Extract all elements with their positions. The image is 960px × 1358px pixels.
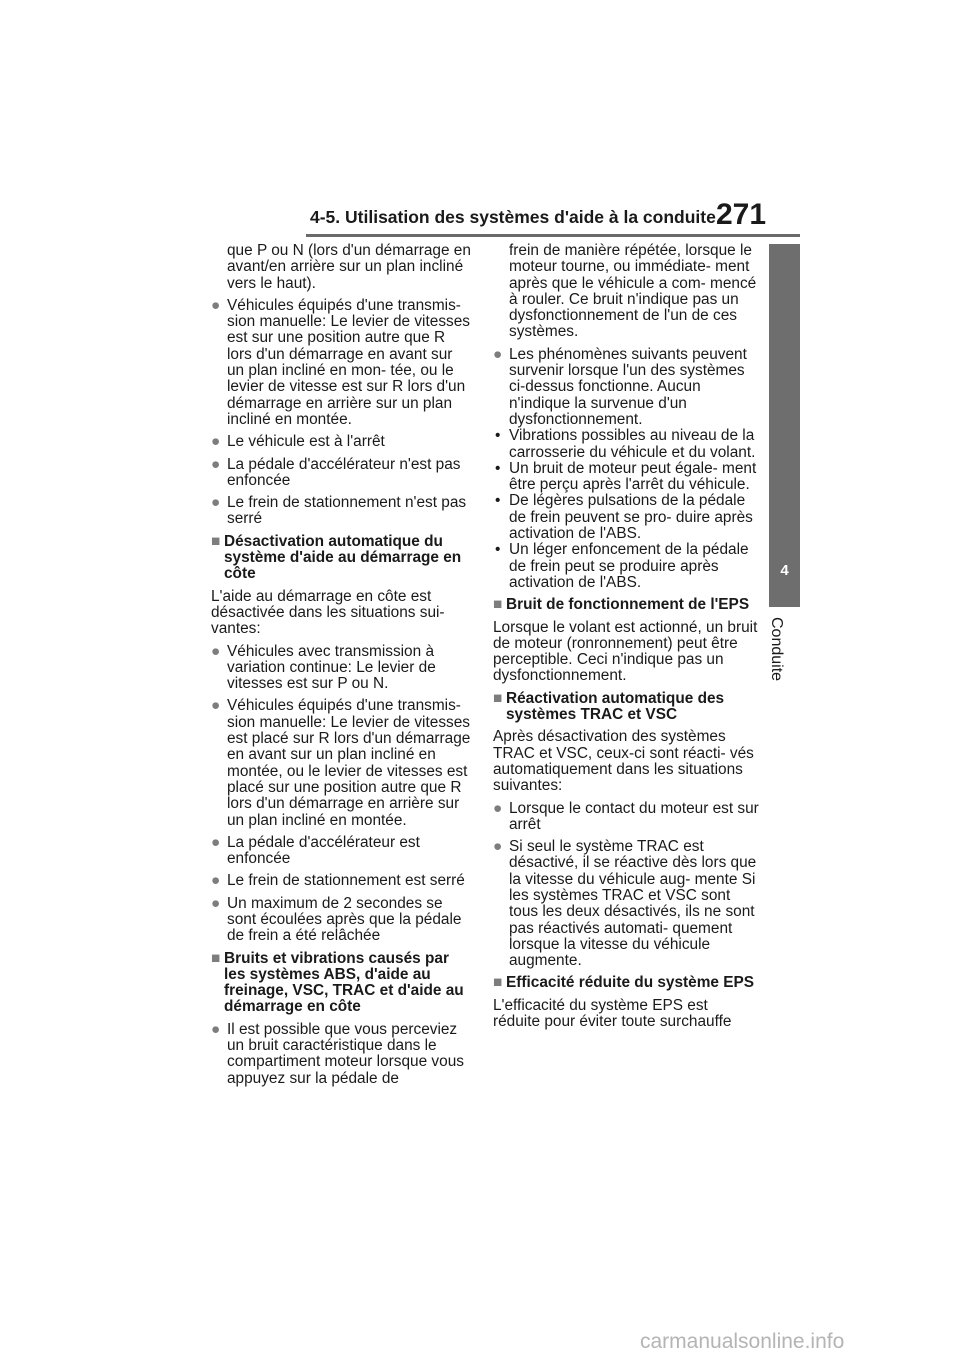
list-item-text: Un maximum de 2 secondes se sont écoulées après que la pédale de frein a été relâchée <box>227 894 462 945</box>
list-item-text: Le frein de stationnement n'est pas serré <box>227 494 467 528</box>
sub-list-item-text: Un bruit de moteur peut égale- ment être perçu après l'arrêt du véhicule. <box>509 459 757 494</box>
square-icon: ■ <box>493 689 503 707</box>
list-item-text: Le frein de stationnement est serré <box>227 872 465 890</box>
paragraph: Lorsque le volant est actionné, un bruit de moteur (ronronnement) peut être perceptible. Ceci n'indique pas un dysfonctionnement. <box>493 618 758 685</box>
list-item <box>493 801 759 834</box>
left-column <box>211 243 473 1093</box>
list-item <box>211 298 473 428</box>
header-rule <box>306 234 800 237</box>
sub-list-item <box>493 493 759 542</box>
list-item-text: Les phénomènes suivants peuvent survenir lorsque l'un des systèmes ci-dessus fonctionne. Aucun n'indique la survenue d'un dysfonctionnement. <box>509 345 747 428</box>
list-item-text: La pédale d'accélérateur est enfoncée <box>227 833 420 868</box>
continuation-text: frein de manière répétée, lorsque le moteur tourne, ou immédiate- ment après que le véhicule a com- mencé à rouler. Ce bruit n'indique pas un dysfonctionnement de l'un de ces systèmes. <box>509 242 757 341</box>
square-icon: ■ <box>493 596 503 614</box>
chapter-label-text: Conduite <box>768 617 785 682</box>
chapter-tab <box>769 244 800 607</box>
dash-bullet-icon: • <box>495 492 501 510</box>
page-header <box>0 0 960 262</box>
section-heading <box>493 597 759 613</box>
sub-list-item-text: Vibrations possibles au niveau de la carrosserie du véhicule et du volant. <box>509 427 756 461</box>
section-heading <box>493 975 759 991</box>
section-title: 4-5. Utilisation des systèmes d'aide à la conduite <box>310 207 716 227</box>
bullet-icon: ● <box>211 697 221 715</box>
dash-bullet-icon: • <box>495 427 501 445</box>
list-item-text: Le véhicule est à l'arrêt <box>227 433 385 451</box>
dash-bullet-icon: • <box>495 459 501 477</box>
bullet-icon: ● <box>211 872 221 890</box>
section-heading <box>211 534 473 583</box>
list-item <box>211 457 473 490</box>
section-heading-text: Réactivation automatique des systèmes TRAC et VSC <box>506 689 725 724</box>
section-heading-text: Désactivation automatique du système d'aide au démarrage en côte <box>224 532 462 583</box>
bullet-icon: ● <box>493 838 503 856</box>
bullet-icon: ● <box>211 1020 221 1038</box>
paragraph: L'aide au démarrage en côte est désactivée dans les situations sui- vantes: <box>211 587 445 638</box>
right-column <box>493 243 759 1036</box>
section-heading <box>493 691 759 724</box>
paragraph: Après désactivation des systèmes TRAC et VSC, ceux-ci sont réacti- vés automatiquement dans les situations suivantes: <box>493 728 754 795</box>
list-item <box>211 896 473 945</box>
watermark: carmanualsonline.info <box>640 1330 845 1353</box>
list-item <box>211 644 473 693</box>
sub-list-item <box>493 461 759 494</box>
list-item <box>211 835 473 868</box>
bullet-icon: ● <box>211 833 221 851</box>
sub-list-item <box>493 428 759 461</box>
list-item-text: La pédale d'accélérateur n'est pas enfoncée <box>227 455 461 489</box>
sub-list-item-text: Un léger enfoncement de la pédale de frein peut se produire après activation de l'ABS. <box>509 541 749 591</box>
continuation-text: que P ou N (lors d'un démarrage en avant/en arrière sur un plan incliné vers le haut). <box>227 242 471 292</box>
list-item <box>211 1022 473 1087</box>
chapter-number: 4 <box>780 562 789 579</box>
bullet-icon: ● <box>493 799 503 817</box>
list-item <box>211 873 473 889</box>
list-item <box>493 347 759 428</box>
bullet-icon: ● <box>211 894 221 912</box>
list-item-text: Véhicules équipés d'une transmis- sion manuelle: Le levier de vitesses est placé sur R lors d'un démarrage en avant sur un plan incliné en montée, ou le levier de vitesses est placé sur une position autre que R lors d'un démarrage en arrière sur un plan incliné en montée. <box>227 697 471 829</box>
page-number: 271 <box>716 198 767 231</box>
list-item-text: Il est possible que vous perceviez un bruit caractéristique dans le compartiment moteur lorsque vous appuyez sur la pédale de <box>227 1020 464 1087</box>
bullet-icon: ● <box>211 642 221 660</box>
list-item <box>211 434 473 450</box>
chapter-label <box>770 617 800 737</box>
dash-bullet-icon: • <box>495 541 501 559</box>
bullet-icon: ● <box>211 433 221 451</box>
paragraph: L'efficacité du système EPS est réduite pour éviter toute surchauffe <box>493 996 732 1031</box>
list-item-text: Véhicules avec transmission à variation continue: Le levier de vitesses est sur P ou N. <box>227 642 436 693</box>
list-item <box>211 698 473 828</box>
bullet-icon: ● <box>211 455 221 473</box>
section-heading-text: Bruit de fonctionnement de l'EPS <box>506 596 750 614</box>
list-item-text: Si seul le système TRAC est désactivé, il se réactive dès lors que la vitesse du véhicule aug- mente Si les systèmes TRAC et VSC sont tous les deux désactivés, ils ne sont pas réactivés automati- quement lorsque la vitesse du véhicule augmente. <box>509 838 757 970</box>
bullet-icon: ● <box>211 296 221 314</box>
square-icon: ■ <box>211 949 221 967</box>
list-item <box>211 495 473 528</box>
sub-list-item <box>493 542 759 591</box>
list-item-text: Lorsque le contact du moteur est sur arrêt <box>509 799 759 833</box>
section-heading-text: Bruits et vibrations causés par les systèmes ABS, d'aide au freinage, VSC, TRAC et d'aide au démarrage en côte <box>224 949 464 1016</box>
list-item-text: Véhicules équipés d'une transmis- sion manuelle: Le levier de vitesses est sur une position autre que R lors d'un démarrage en avant sur un plan incliné en mon- tée, ou le levier de vitesse est sur R lors d'un démarrage en arrière sur un plan incliné en montée. <box>227 296 470 428</box>
section-heading <box>211 951 473 1016</box>
bullet-icon: ● <box>211 494 221 512</box>
square-icon: ■ <box>493 974 503 992</box>
sub-list-item-text: De légères pulsations de la pédale de frein peuvent se pro- duire après activation de l'ABS. <box>509 492 753 543</box>
bullet-icon: ● <box>493 345 503 363</box>
list-item <box>493 839 759 969</box>
section-heading-text: Efficacité réduite du système EPS <box>506 974 755 992</box>
square-icon: ■ <box>211 532 221 550</box>
